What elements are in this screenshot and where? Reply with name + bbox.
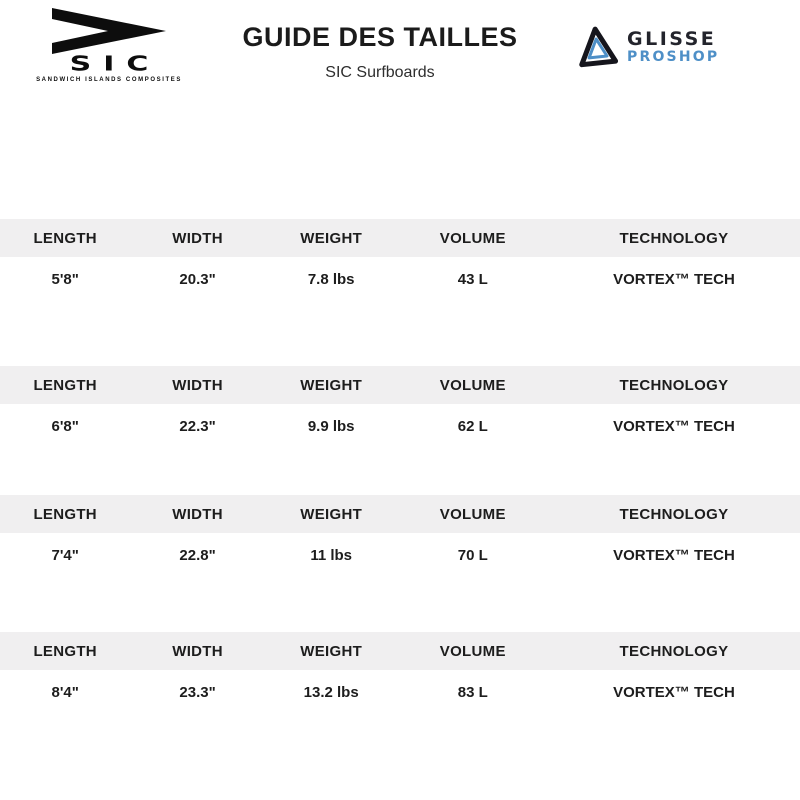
sic-logo — [34, 8, 184, 83]
size-table-3 — [0, 495, 800, 577]
cell-volume: 62 L — [457, 417, 488, 435]
column-header-width: WIDTH — [172, 229, 223, 247]
table-header-row — [0, 219, 800, 257]
cell-weight: 7.8 lbs — [307, 270, 355, 288]
size-tables — [0, 219, 800, 714]
cell-technology: VORTEX™ TECH — [613, 417, 735, 435]
column-header-weight: WEIGHT — [300, 505, 363, 523]
cell-volume: 70 L — [457, 546, 488, 564]
column-header-width: WIDTH — [172, 376, 223, 394]
table-header-row — [0, 366, 800, 404]
table-row — [0, 533, 800, 577]
glisse-proshop-logo — [576, 24, 766, 70]
cell-length: 6'8" — [51, 417, 79, 435]
column-header-weight: WEIGHT — [300, 642, 363, 660]
page-header — [0, 0, 800, 100]
cell-weight: 9.9 lbs — [307, 417, 355, 435]
column-header-weight: WEIGHT — [300, 376, 363, 394]
cell-weight: 11 lbs — [310, 546, 353, 564]
cell-width: 23.3" — [179, 683, 216, 701]
column-header-volume: VOLUME — [439, 229, 506, 247]
cell-volume: 43 L — [457, 270, 488, 288]
column-header-volume: VOLUME — [439, 642, 506, 660]
cell-technology: VORTEX™ TECH — [613, 270, 735, 288]
sic-logo-tagline: SANDWICH ISLANDS COMPOSITES — [36, 77, 182, 83]
glisse-logo-text — [627, 27, 720, 65]
sic-logo-text: SIC — [69, 52, 161, 77]
size-table-2 — [0, 366, 800, 448]
cell-length: 8'4" — [51, 683, 79, 701]
cell-technology: VORTEX™ TECH — [613, 683, 735, 701]
column-header-volume: VOLUME — [439, 376, 506, 394]
glisse-triangle-icon — [574, 22, 621, 72]
column-header-width: WIDTH — [172, 642, 223, 660]
cell-technology: VORTEX™ TECH — [613, 546, 735, 564]
column-header-length: LENGTH — [33, 376, 97, 394]
column-header-length: LENGTH — [33, 505, 97, 523]
column-header-length: LENGTH — [33, 642, 97, 660]
column-header-weight: WEIGHT — [300, 229, 363, 247]
cell-width: 22.8" — [179, 546, 216, 564]
table-row — [0, 670, 800, 714]
title-block — [184, 22, 576, 82]
page-subtitle: SIC Surfboards — [325, 64, 435, 81]
cell-width: 22.3" — [179, 417, 216, 435]
glisse-brand-line1: GLISSE — [627, 27, 717, 50]
cell-volume: 83 L — [457, 683, 488, 701]
cell-length: 7'4" — [51, 546, 79, 564]
column-header-technology: TECHNOLOGY — [619, 505, 729, 523]
column-header-technology: TECHNOLOGY — [619, 642, 729, 660]
size-table-1 — [0, 219, 800, 301]
table-row — [0, 257, 800, 301]
page-title: GUIDE DES TAILLES — [242, 22, 518, 52]
column-header-technology: TECHNOLOGY — [619, 376, 729, 394]
cell-length: 5'8" — [51, 270, 79, 288]
size-table-4 — [0, 632, 800, 714]
column-header-length: LENGTH — [33, 229, 97, 247]
column-header-width: WIDTH — [172, 505, 223, 523]
table-row — [0, 404, 800, 448]
cell-width: 20.3" — [179, 270, 216, 288]
column-header-technology: TECHNOLOGY — [619, 229, 729, 247]
cell-weight: 13.2 lbs — [303, 683, 359, 701]
sic-pennant-icon — [52, 8, 168, 56]
table-header-row — [0, 495, 800, 533]
glisse-brand-line2: PROSHOP — [627, 48, 720, 65]
column-header-volume: VOLUME — [439, 505, 506, 523]
table-header-row — [0, 632, 800, 670]
